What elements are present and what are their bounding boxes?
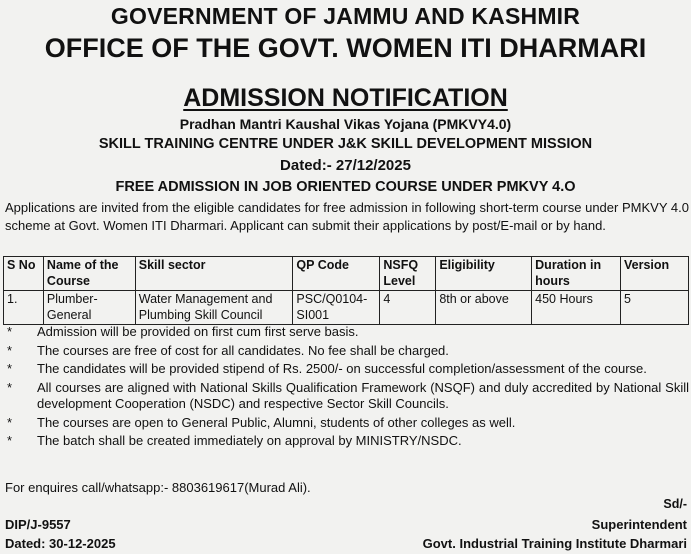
centre-heading: SKILL TRAINING CENTRE UNDER J&K SKILL DEVELOPMENT MISSION [98, 136, 593, 152]
cell-sector: Water Management and Plumbing Skill Council [135, 291, 293, 325]
scheme-heading: Pradhan Mantri Kaushal Vikas Yojana (PMKVY4.0) [179, 116, 512, 132]
bullet-star: * [7, 433, 13, 448]
bullet-star: * [7, 379, 13, 395]
footer-date: Dated: 30-12-2025 [5, 536, 116, 551]
note-text: All courses are aligned with National Skills Qualification Framework (NSQF) and duly accredited by National Skill development Cooperation (NSDC) and respective Sector Skill Councils. [37, 379, 689, 411]
bullet-star: * [7, 361, 13, 376]
bullet-star: * [7, 342, 13, 358]
cell-eligibility: 8th or above [436, 291, 532, 325]
note-text: The batch shall be created immediately on approval by MINISTRY/NSDC. [37, 433, 462, 448]
list-item [5, 433, 689, 450]
intro-paragraph: Applications are invited from the eligible candidates for free admission in following short-term course under PMKVY 4.0 scheme at Govt. Women ITI Dharmari. Applicant can submit their applications by post/E-mail or by hand. [5, 200, 689, 233]
cell-version: 5 [621, 291, 689, 325]
cell-qp-code: PSC/Q0104-SI001 [293, 291, 380, 325]
course-table [3, 256, 689, 325]
cell-course: Plumber-General [43, 291, 135, 325]
bullet-star: * [7, 414, 13, 430]
table-row [4, 291, 689, 325]
table-header-row [4, 257, 689, 291]
header-sector: Skill sector [135, 257, 293, 291]
cell-duration: 450 Hours [532, 291, 621, 325]
header-eligibility: Eligibility [436, 257, 532, 291]
notes-list [5, 324, 689, 452]
list-item [5, 415, 689, 432]
header-qp-code: QP Code [293, 257, 380, 291]
list-item [5, 361, 689, 378]
note-text: The courses are free of cost for all candidates. No fee shall be charged. [37, 342, 449, 358]
institute-name: Govt. Industrial Training Institute Dharmari [422, 536, 687, 551]
header-duration: Duration in hours [532, 257, 621, 291]
list-item [5, 380, 689, 413]
header-version: Version [621, 257, 689, 291]
notification-title [0, 84, 691, 112]
note-text: Admission will be provided on first cum first serve basis. [37, 324, 359, 339]
header-sno: S No [4, 257, 44, 291]
signed-mark: Sd/- [663, 497, 687, 511]
bullet-star: * [7, 324, 13, 339]
note-text: The candidates will be provided stipend of Rs. 2500/- on successful completion/assessment of the course. [37, 361, 647, 376]
header-course: Name of the Course [43, 257, 135, 291]
dip-number: DIP/J-9557 [5, 517, 71, 532]
office-heading: OFFICE OF THE GOVT. WOMEN ITI DHARMARI [44, 33, 647, 63]
notification-date: Dated:- 27/12/2025 [280, 157, 411, 174]
free-admission-heading: FREE ADMISSION IN JOB ORIENTED COURSE UNDER PMKVY 4.O [115, 179, 576, 195]
notification-title-text: ADMISSION NOTIFICATION [183, 84, 508, 112]
list-item [5, 324, 689, 341]
header-level: NSFQ Level [380, 257, 436, 291]
signatory-designation: Superintendent [591, 517, 687, 532]
list-item [5, 343, 689, 360]
cell-level: 4 [380, 291, 436, 325]
note-text: The courses are open to General Public, Alumni, students of other colleges as well. [37, 414, 516, 430]
enquiry-line: For enquires call/whatsapp:- 8803619617(Murad Ali). [5, 480, 311, 495]
government-heading: GOVERNMENT OF JAMMU AND KASHMIR [110, 3, 581, 29]
cell-sno: 1. [4, 291, 44, 325]
